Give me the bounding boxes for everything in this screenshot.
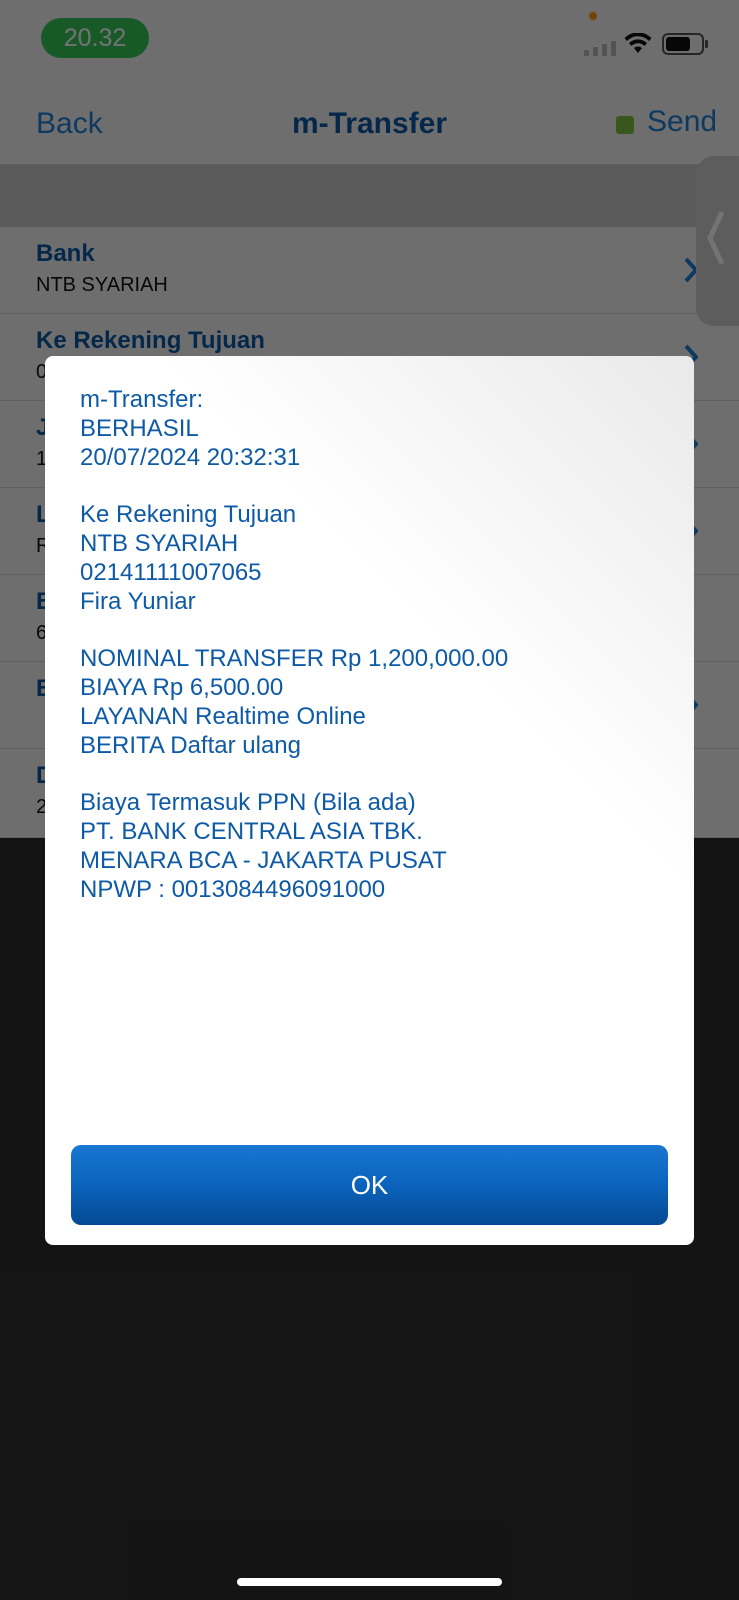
receipt-amount: NOMINAL TRANSFER Rp 1,200,000.00 — [80, 645, 509, 673]
receipt-account-number: 02141111007065 — [80, 558, 262, 586]
receipt-line: m-Transfer: — [80, 386, 204, 413]
receipt-footer-line: PT. BANK CENTRAL ASIA TBK. — [80, 817, 423, 845]
receipt-line: Ke Rekening Tujuan — [80, 501, 297, 529]
receipt-footer-line: Biaya Termasuk PPN (Bila ada) — [80, 789, 416, 817]
receipt-npwp: NPWP : 0013084496091000 — [80, 875, 386, 903]
receipt-account-name: Fira Yuniar — [80, 587, 196, 615]
receipt-service: LAYANAN Realtime Online — [80, 702, 366, 730]
receipt-footer-line: MENARA BCA - JAKARTA PUSAT — [80, 846, 447, 874]
transfer-receipt — [80, 386, 670, 904]
receipt-spacer — [80, 760, 670, 789]
ok-button[interactable]: OK — [71, 1145, 668, 1225]
receipt-timestamp: 20/07/2024 20:32:31 — [80, 443, 301, 471]
transfer-result-dialog — [45, 356, 694, 1245]
receipt-spacer — [80, 472, 670, 501]
receipt-bank: NTB SYARIAH — [80, 529, 239, 557]
receipt-message: BERITA Daftar ulang — [80, 731, 301, 759]
receipt-spacer — [80, 616, 670, 645]
receipt-fee: BIAYA Rp 6,500.00 — [80, 673, 284, 701]
home-indicator[interactable] — [237, 1578, 502, 1586]
receipt-status: BERHASIL — [80, 414, 199, 442]
